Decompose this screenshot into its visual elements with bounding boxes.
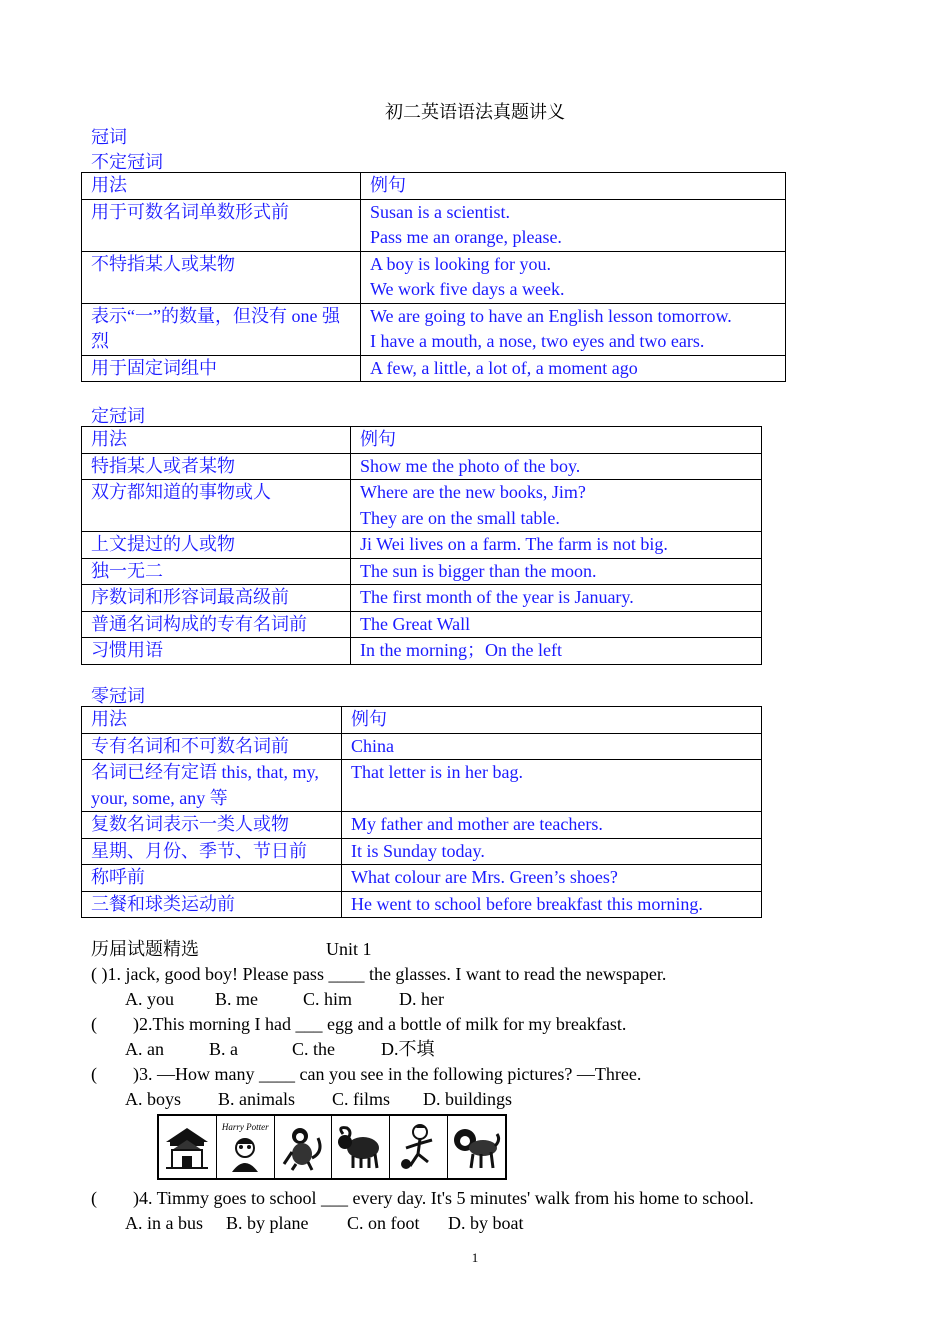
question-2-options: [125, 1037, 435, 1062]
example-line: We work five days a week.: [370, 279, 565, 299]
example-cell: It is Sunday today.: [342, 838, 762, 865]
table-header-row: [82, 173, 786, 200]
question-3-options: [125, 1087, 512, 1112]
question-3-pictures: [157, 1114, 507, 1180]
example-cell: The sun is bigger than the moon.: [351, 558, 762, 585]
usage-cell: 序数词和形容词最高级前: [82, 585, 351, 612]
table-row: [82, 303, 786, 355]
usage-cell: 名词已经有定语 this, that, my, your, some, any 等: [82, 760, 342, 812]
table-row: [82, 355, 786, 382]
question-1: ( )1. jack, good boy! Please pass ____ the glasses. I want to read the newspaper.: [91, 964, 667, 984]
section-heading: 冠词: [91, 127, 127, 147]
usage-cell: 上文提过的人或物: [82, 532, 351, 559]
option-a: A. in a bus: [125, 1213, 203, 1233]
indefinite-article-table: [81, 172, 786, 382]
option-a: A. you: [125, 989, 174, 1009]
usage-cell: 用于固定词组中: [82, 355, 361, 382]
question-4: ( )4. Timmy goes to school ___ every day. It's 5 minutes' walk from his home to school.: [91, 1188, 754, 1208]
example-line: Where are the new books, Jim?: [360, 482, 586, 502]
question-1-options: [125, 987, 444, 1012]
table-row: [82, 532, 762, 559]
header-example: 例句: [361, 173, 786, 200]
table-row: [82, 611, 762, 638]
option-d: D. by boat: [448, 1213, 524, 1233]
example-cell: Show me the photo of the boy.: [351, 453, 762, 480]
header-usage: 用法: [82, 173, 361, 200]
lion-icon: [448, 1116, 505, 1178]
table-row: [82, 199, 786, 251]
table-row: [82, 251, 786, 303]
usage-cell: 复数名词表示一类人或物: [82, 812, 342, 839]
option-d: D.不填: [381, 1039, 435, 1059]
option-d: D. her: [399, 989, 444, 1009]
example-cell: [361, 251, 786, 303]
zero-article-table: [81, 706, 762, 918]
example-cell: In the morning；On the left: [351, 638, 762, 665]
question-4-options: [125, 1211, 524, 1236]
usage-cell: 专有名词和不可数名词前: [82, 733, 342, 760]
usage-cell: 表示“一”的数量，但没有 one 强烈: [82, 303, 361, 355]
example-cell: Ji Wei lives on a farm. The farm is not big.: [351, 532, 762, 559]
usage-cell: 独一无二: [82, 558, 351, 585]
building-icon: [159, 1116, 217, 1178]
option-b: B. a: [209, 1039, 238, 1059]
example-cell: That letter is in her bag.: [342, 760, 762, 812]
definite-article-table: [81, 426, 762, 665]
example-line: They are on the small table.: [360, 507, 560, 528]
table-header-row: [82, 707, 762, 734]
question-3: ( )3. —How many ____ can you see in the following pictures? —Three.: [91, 1064, 642, 1084]
table-row: [82, 760, 762, 812]
example-cell: [351, 480, 762, 532]
example-line: Pass me an orange, please.: [370, 227, 562, 247]
table-row: [82, 638, 762, 665]
example-line: I have a mouth, a nose, two eyes and two ears.: [370, 331, 705, 351]
example-cell: [361, 199, 786, 251]
harry-potter-book-icon: [217, 1116, 275, 1178]
header-example: 例句: [342, 707, 762, 734]
option-b: B. animals: [218, 1089, 295, 1109]
usage-cell: 称呼前: [82, 865, 342, 892]
monkey-icon: [275, 1116, 333, 1178]
definite-heading: 定冠词: [91, 406, 145, 426]
ram-icon: [332, 1116, 390, 1178]
header-usage: 用法: [82, 427, 351, 454]
book-title: Harry Potter: [221, 1122, 269, 1132]
table-row: [82, 838, 762, 865]
example-cell: China: [342, 733, 762, 760]
usage-cell: 普通名词构成的专有名词前: [82, 611, 351, 638]
usage-cell: 星期、月份、季节、节日前: [82, 838, 342, 865]
usage-cell: 双方都知道的事物或人: [82, 480, 351, 532]
unit-label: Unit 1: [326, 939, 372, 959]
usage-cell: 习惯用语: [82, 638, 351, 665]
usage-cell: 不特指某人或某物: [82, 251, 361, 303]
option-c: C. him: [303, 989, 353, 1009]
usage-cell: 用于可数名词单数形式前: [82, 199, 361, 251]
option-b: B. by plane: [226, 1213, 309, 1233]
example-line: Susan is a scientist.: [370, 201, 510, 222]
table-row: [82, 480, 762, 532]
page-number: 1: [471, 1250, 479, 1265]
example-cell: [361, 303, 786, 355]
example-cell: A few, a little, a lot of, a moment ago: [361, 355, 786, 382]
table-row: [82, 865, 762, 892]
option-d: D. buildings: [423, 1089, 513, 1109]
table-row: [82, 585, 762, 612]
option-a: A. boys: [125, 1089, 182, 1109]
usage-cell: 特指某人或者某物: [82, 453, 351, 480]
exercises-heading: 历届试题精选: [91, 939, 199, 959]
question-2: ( )2.This morning I had ___ egg and a bottle of milk for my breakfast.: [91, 1014, 627, 1034]
document-title: 初二英语语法真题讲义: [385, 102, 565, 122]
usage-cell: 三餐和球类运动前: [82, 891, 342, 918]
example-cell: The first month of the year is January.: [351, 585, 762, 612]
option-a: A. an: [125, 1039, 164, 1059]
example-line: We are going to have an English lesson tomorrow.: [370, 305, 732, 326]
table-header-row: [82, 427, 762, 454]
example-cell: My father and mother are teachers.: [342, 812, 762, 839]
option-c: C. films: [332, 1089, 391, 1109]
option-c: C. on foot: [347, 1213, 420, 1233]
table-row: [82, 558, 762, 585]
boy-playing-ball-icon: [390, 1116, 448, 1178]
table-row: [82, 733, 762, 760]
header-usage: 用法: [82, 707, 342, 734]
table-row: [82, 812, 762, 839]
example-line: A boy is looking for you.: [370, 253, 552, 274]
indefinite-heading: 不定冠词: [91, 152, 163, 172]
example-cell: What colour are Mrs. Green’s shoes?: [342, 865, 762, 892]
header-example: 例句: [351, 427, 762, 454]
table-row: [82, 453, 762, 480]
table-row: [82, 891, 762, 918]
example-cell: He went to school before breakfast this morning.: [342, 891, 762, 918]
zero-heading: 零冠词: [91, 686, 145, 706]
option-b: B. me: [215, 989, 258, 1009]
example-cell: The Great Wall: [351, 611, 762, 638]
option-c: C. the: [292, 1039, 335, 1059]
